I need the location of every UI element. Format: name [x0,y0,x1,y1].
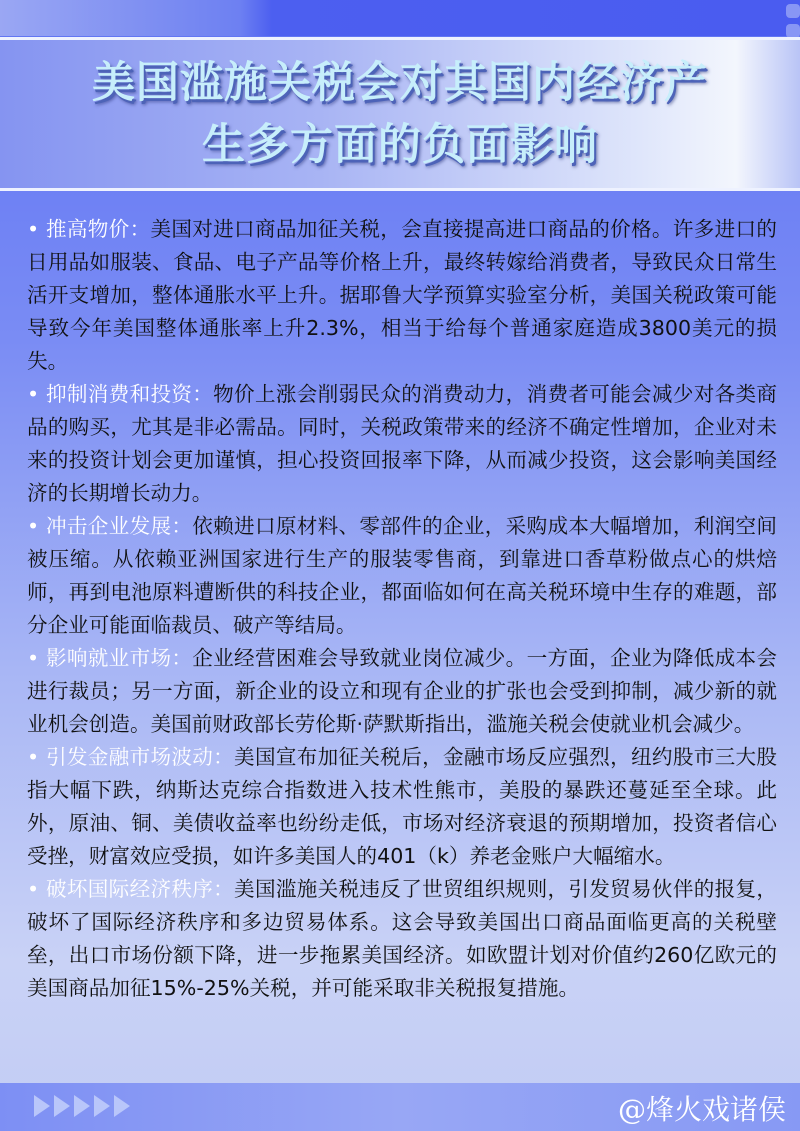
point-label: • 冲击企业发展： [27,514,193,538]
point-label: • 破坏国际经济秩序： [27,877,235,901]
point-text: 依赖进口原材料、零部件的企业，采购成本大幅增加，利润空间被压缩。从依赖亚洲国家进行生产的服装零售商，到靠进口香草粉做点心的烘焙师，再到电池原料遭断供的科技企业，都面临如何在高关税环境中生存的难题，部分企业可能面临裁员、破产等结局。 [27,514,777,637]
arrows-right-icon [34,1095,130,1117]
point-label: • 引发金融市场波动： [27,745,235,769]
point-label: • 抑制消费和投资： [27,382,214,406]
content-list [27,213,777,1005]
point-text: 美国对进口商品加征关税，会直接提高进口商品的价格。许多进口的日用品如服装、食品、电子产品等价格上升，最终转嫁给消费者，导致民众日常生活开支增加，整体通胀水平上升。据耶鲁大学预算实验室分析，美国关税政策可能导致今年美国整体通胀率上升2.3%，相当于给每个普通家庭造成3800美元的损失。 [27,217,777,373]
point-financial-volatility [27,741,777,873]
point-text: 美国宣布加征关税后，金融市场反应强烈，纽约股市三大股指大幅下跌，纳斯达克综合指数进入技术性熊市，美股的暴跌还蔓延至全球。此外，原油、铜、美债收益率也纷纷走低，市场对经济衰退的预期增加，投资者信心受挫，财富效应受损，如许多美国人的401（k）养老金账户大幅缩水。 [27,745,777,868]
page-title-line-2: 生多方面的负面影响 [202,120,598,170]
point-text: 物价上涨会削弱民众的消费动力，消费者可能会减少对各类商品的购买，尤其是非必需品。同时，关税政策带来的经济不确定性增加，企业对未来的投资计划会更加谨慎，担心投资回报率下降，从而减少投资，这会影响美国经济的长期增长动力。 [27,382,777,505]
footer-bar [0,1083,800,1131]
point-label: • 推高物价： [27,217,151,241]
page-title-line-1: 美国滥施关税会对其国内经济产 [92,58,708,108]
point-text: 企业经营困难会导致就业岗位减少。一方面，企业为降低成本会进行裁员；另一方面，新企业的设立和现有企业的扩张也会受到抑制，减少新的就业机会创造。美国前财政部长劳伦斯·萨默斯指出，滥施关税会使就业机会减少。 [27,646,777,736]
watermark: @烽火戏诸侯 [617,1093,786,1126]
point-suppress-consumption [27,378,777,510]
point-employment [27,642,777,741]
point-label: • 影响就业市场： [27,646,193,670]
point-raise-prices [27,213,777,378]
point-international-order [27,873,777,1005]
point-text: 美国滥施关税违反了世贸组织规则，引发贸易伙伴的报复，破坏了国际经济秩序和多边贸易体系。这会导致美国出口商品面临更高的关税壁垒，出口市场份额下降，进一步拖累美国经济。如欧盟计划对价值约260亿欧元的美国商品加征15%-25%关税，并可能采取非关税报复措施。 [27,877,777,1000]
point-impact-business [27,510,777,642]
title-banner [0,37,800,191]
top-decoration-bar [0,0,800,36]
